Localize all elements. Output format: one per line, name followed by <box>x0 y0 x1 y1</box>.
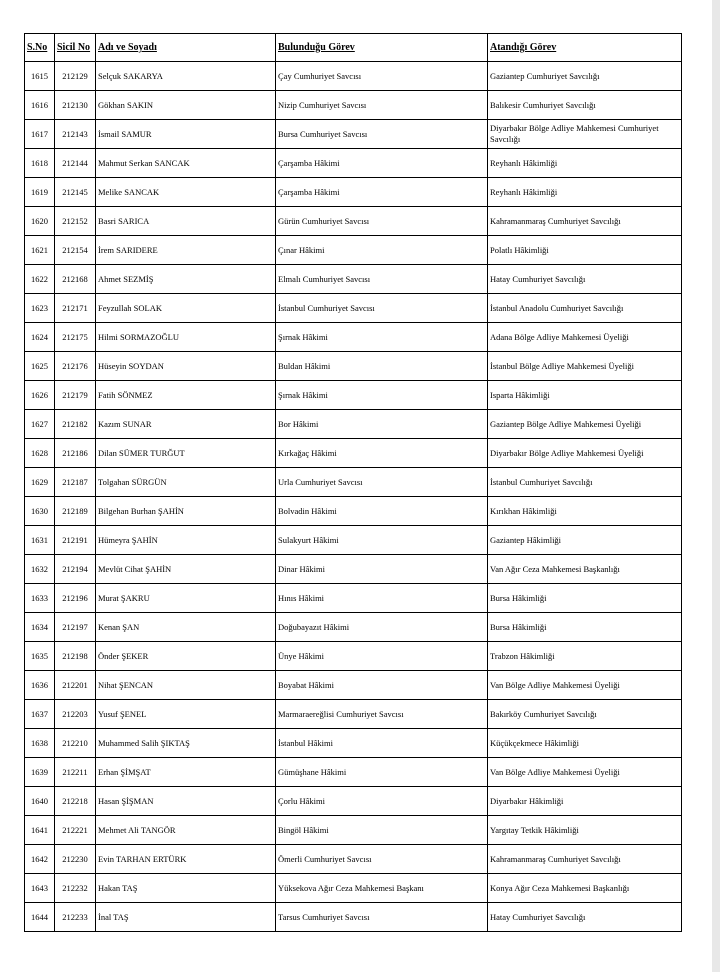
cell-sicil: 212186 <box>55 439 96 468</box>
table-row <box>25 787 682 816</box>
cell-sno: 1624 <box>25 323 55 352</box>
cell-current-post: Ünye Hâkimi <box>276 642 488 671</box>
table-row <box>25 294 682 323</box>
header-sno: S.No <box>25 34 55 62</box>
cell-name: Melike SANCAK <box>96 178 276 207</box>
cell-assigned-post: Gaziantep Hâkimliği <box>488 526 682 555</box>
cell-sicil: 212176 <box>55 352 96 381</box>
cell-sicil: 212233 <box>55 903 96 932</box>
cell-name: Yusuf ŞENEL <box>96 700 276 729</box>
cell-sicil: 212232 <box>55 874 96 903</box>
cell-sicil: 212144 <box>55 149 96 178</box>
cell-sno: 1627 <box>25 410 55 439</box>
cell-sicil: 212210 <box>55 729 96 758</box>
cell-assigned-post: Gaziantep Bölge Adliye Mahkemesi Üyeliği <box>488 410 682 439</box>
cell-current-post: Şırnak Hâkimi <box>276 381 488 410</box>
cell-current-post: Yüksekova Ağır Ceza Mahkemesi Başkanı <box>276 874 488 903</box>
cell-name: İnal TAŞ <box>96 903 276 932</box>
cell-current-post: Marmaraereğlisi Cumhuriyet Savcısı <box>276 700 488 729</box>
cell-assigned-post: Reyhanlı Hâkimliği <box>488 149 682 178</box>
cell-sicil: 212145 <box>55 178 96 207</box>
cell-name: İrem SARIDERE <box>96 236 276 265</box>
cell-sno: 1616 <box>25 91 55 120</box>
cell-sicil: 212129 <box>55 62 96 91</box>
cell-sno: 1634 <box>25 613 55 642</box>
cell-sno: 1628 <box>25 439 55 468</box>
cell-name: Feyzullah SOLAK <box>96 294 276 323</box>
scrollbar[interactable] <box>712 0 720 972</box>
cell-current-post: Çarşamba Hâkimi <box>276 178 488 207</box>
cell-sno: 1621 <box>25 236 55 265</box>
table-row <box>25 178 682 207</box>
cell-name: Nihat ŞENCAN <box>96 671 276 700</box>
cell-sno: 1637 <box>25 700 55 729</box>
cell-assigned-post: Van Bölge Adliye Mahkemesi Üyeliği <box>488 671 682 700</box>
table-row <box>25 91 682 120</box>
cell-name: Kenan ŞAN <box>96 613 276 642</box>
cell-sicil: 212203 <box>55 700 96 729</box>
cell-assigned-post: Kahramanmaraş Cumhuriyet Savcılığı <box>488 207 682 236</box>
cell-sno: 1643 <box>25 874 55 903</box>
cell-assigned-post: Adana Bölge Adliye Mahkemesi Üyeliği <box>488 323 682 352</box>
table-row <box>25 439 682 468</box>
table-row <box>25 62 682 91</box>
cell-assigned-post: İstanbul Anadolu Cumhuriyet Savcılığı <box>488 294 682 323</box>
table-row <box>25 352 682 381</box>
cell-name: Tolgahan SÜRGÜN <box>96 468 276 497</box>
cell-name: Kazım SUNAR <box>96 410 276 439</box>
cell-name: Dilan SÜMER TURĞUT <box>96 439 276 468</box>
cell-sicil: 212152 <box>55 207 96 236</box>
table-row <box>25 410 682 439</box>
cell-name: Erhan ŞİMŞAT <box>96 758 276 787</box>
cell-sno: 1630 <box>25 497 55 526</box>
cell-assigned-post: Bursa Hâkimliği <box>488 613 682 642</box>
cell-name: Evin TARHAN ERTÜRK <box>96 845 276 874</box>
cell-sno: 1617 <box>25 120 55 149</box>
cell-sicil: 212218 <box>55 787 96 816</box>
cell-sicil: 212211 <box>55 758 96 787</box>
cell-name: Hümeyra ŞAHİN <box>96 526 276 555</box>
table-row <box>25 120 682 149</box>
cell-assigned-post: Polatlı Hâkimliği <box>488 236 682 265</box>
cell-sicil: 212196 <box>55 584 96 613</box>
table-body <box>25 62 682 932</box>
header-current: Bulunduğu Görev <box>276 34 488 62</box>
cell-current-post: Şırnak Hâkimi <box>276 323 488 352</box>
cell-sno: 1629 <box>25 468 55 497</box>
cell-name: Mehmet Ali TANGÖR <box>96 816 276 845</box>
cell-sicil: 212179 <box>55 381 96 410</box>
cell-sno: 1625 <box>25 352 55 381</box>
cell-assigned-post: Isparta Hâkimliği <box>488 381 682 410</box>
table-row <box>25 236 682 265</box>
cell-assigned-post: Diyarbakır Bölge Adliye Mahkemesi Cumhuriyet Savcılığı <box>488 120 682 149</box>
table-row <box>25 700 682 729</box>
cell-sno: 1640 <box>25 787 55 816</box>
cell-sicil: 212194 <box>55 555 96 584</box>
cell-sno: 1615 <box>25 62 55 91</box>
header-sicil: Sicil No <box>55 34 96 62</box>
cell-current-post: Boyabat Hâkimi <box>276 671 488 700</box>
cell-current-post: Çarşamba Hâkimi <box>276 149 488 178</box>
header-row <box>25 34 682 62</box>
cell-sno: 1620 <box>25 207 55 236</box>
cell-sicil: 212198 <box>55 642 96 671</box>
appointments-table <box>24 33 682 932</box>
cell-current-post: İstanbul Hâkimi <box>276 729 488 758</box>
cell-name: Önder ŞEKER <box>96 642 276 671</box>
table-row <box>25 671 682 700</box>
cell-name: Hakan TAŞ <box>96 874 276 903</box>
cell-current-post: Tarsus Cumhuriyet Savcısı <box>276 903 488 932</box>
cell-current-post: Sulakyurt Hâkimi <box>276 526 488 555</box>
cell-current-post: Kırkağaç Hâkimi <box>276 439 488 468</box>
cell-sno: 1632 <box>25 555 55 584</box>
table-row <box>25 845 682 874</box>
table-row <box>25 874 682 903</box>
cell-sno: 1641 <box>25 816 55 845</box>
cell-name: Selçuk SAKARYA <box>96 62 276 91</box>
cell-assigned-post: Kahramanmaraş Cumhuriyet Savcılığı <box>488 845 682 874</box>
cell-name: Hasan ŞİŞMAN <box>96 787 276 816</box>
cell-current-post: Bolvadin Hâkimi <box>276 497 488 526</box>
cell-current-post: Dinar Hâkimi <box>276 555 488 584</box>
cell-current-post: Buldan Hâkimi <box>276 352 488 381</box>
cell-sno: 1622 <box>25 265 55 294</box>
cell-sicil: 212182 <box>55 410 96 439</box>
cell-sicil: 212130 <box>55 91 96 120</box>
table-row <box>25 729 682 758</box>
cell-sno: 1636 <box>25 671 55 700</box>
cell-current-post: Çay Cumhuriyet Savcısı <box>276 62 488 91</box>
table-row <box>25 903 682 932</box>
cell-assigned-post: Balıkesir Cumhuriyet Savcılığı <box>488 91 682 120</box>
cell-sicil: 212187 <box>55 468 96 497</box>
cell-current-post: Bor Hâkimi <box>276 410 488 439</box>
cell-name: Mahmut Serkan SANCAK <box>96 149 276 178</box>
cell-assigned-post: Hatay Cumhuriyet Savcılığı <box>488 903 682 932</box>
cell-sno: 1626 <box>25 381 55 410</box>
cell-assigned-post: Küçükçekmece Hâkimliği <box>488 729 682 758</box>
table-row <box>25 381 682 410</box>
cell-sno: 1619 <box>25 178 55 207</box>
cell-name: Ahmet SEZMİŞ <box>96 265 276 294</box>
cell-current-post: Hınıs Hâkimi <box>276 584 488 613</box>
header-name: Adı ve Soyadı <box>96 34 276 62</box>
cell-assigned-post: Van Bölge Adliye Mahkemesi Üyeliği <box>488 758 682 787</box>
cell-name: Basri SARICA <box>96 207 276 236</box>
cell-assigned-post: İstanbul Bölge Adliye Mahkemesi Üyeliği <box>488 352 682 381</box>
cell-current-post: Doğubayazıt Hâkimi <box>276 613 488 642</box>
cell-sicil: 212143 <box>55 120 96 149</box>
cell-current-post: İstanbul Cumhuriyet Savcısı <box>276 294 488 323</box>
cell-assigned-post: Reyhanlı Hâkimliği <box>488 178 682 207</box>
cell-sicil: 212168 <box>55 265 96 294</box>
cell-name: Fatih SÖNMEZ <box>96 381 276 410</box>
cell-sicil: 212197 <box>55 613 96 642</box>
cell-current-post: Çınar Hâkimi <box>276 236 488 265</box>
cell-sno: 1644 <box>25 903 55 932</box>
cell-current-post: Çorlu Hâkimi <box>276 787 488 816</box>
cell-assigned-post: Van Ağır Ceza Mahkemesi Başkanlığı <box>488 555 682 584</box>
cell-name: Mevlüt Cihat ŞAHİN <box>96 555 276 584</box>
cell-current-post: Bursa Cumhuriyet Savcısı <box>276 120 488 149</box>
cell-sicil: 212201 <box>55 671 96 700</box>
table-row <box>25 497 682 526</box>
cell-sno: 1635 <box>25 642 55 671</box>
cell-current-post: Gümüşhane Hâkimi <box>276 758 488 787</box>
cell-sno: 1631 <box>25 526 55 555</box>
cell-name: Muhammed Salih ŞIKTAŞ <box>96 729 276 758</box>
cell-sno: 1639 <box>25 758 55 787</box>
cell-name: Hüseyin SOYDAN <box>96 352 276 381</box>
table-row <box>25 149 682 178</box>
cell-name: Bilgehan Burhan ŞAHİN <box>96 497 276 526</box>
cell-sno: 1623 <box>25 294 55 323</box>
table-row <box>25 468 682 497</box>
cell-name: Gökhan SAKIN <box>96 91 276 120</box>
cell-current-post: Gürün Cumhuriyet Savcısı <box>276 207 488 236</box>
cell-assigned-post: Trabzon Hâkimliği <box>488 642 682 671</box>
cell-sicil: 212230 <box>55 845 96 874</box>
header-assigned: Atandığı Görev <box>488 34 682 62</box>
cell-current-post: Urla Cumhuriyet Savcısı <box>276 468 488 497</box>
cell-name: Murat ŞAKRU <box>96 584 276 613</box>
cell-sicil: 212221 <box>55 816 96 845</box>
cell-current-post: Ömerli Cumhuriyet Savcısı <box>276 845 488 874</box>
cell-sicil: 212171 <box>55 294 96 323</box>
table-row <box>25 265 682 294</box>
cell-assigned-post: İstanbul Cumhuriyet Savcılığı <box>488 468 682 497</box>
cell-assigned-post: Bakırköy Cumhuriyet Savcılığı <box>488 700 682 729</box>
cell-assigned-post: Bursa Hâkimliği <box>488 584 682 613</box>
cell-name: İsmail SAMUR <box>96 120 276 149</box>
cell-sicil: 212154 <box>55 236 96 265</box>
cell-current-post: Elmalı Cumhuriyet Savcısı <box>276 265 488 294</box>
table-row <box>25 555 682 584</box>
cell-sno: 1633 <box>25 584 55 613</box>
cell-assigned-post: Yargıtay Tetkik Hâkimliği <box>488 816 682 845</box>
cell-assigned-post: Diyarbakır Hâkimliği <box>488 787 682 816</box>
cell-sicil: 212189 <box>55 497 96 526</box>
table-row <box>25 526 682 555</box>
table-row <box>25 584 682 613</box>
cell-assigned-post: Gaziantep Cumhuriyet Savcılığı <box>488 62 682 91</box>
table-row <box>25 816 682 845</box>
cell-current-post: Bingöl Hâkimi <box>276 816 488 845</box>
cell-assigned-post: Kırıkhan Hâkimliği <box>488 497 682 526</box>
cell-sno: 1638 <box>25 729 55 758</box>
table-row <box>25 323 682 352</box>
cell-sicil: 212191 <box>55 526 96 555</box>
cell-assigned-post: Konya Ağır Ceza Mahkemesi Başkanlığı <box>488 874 682 903</box>
table-row <box>25 758 682 787</box>
cell-sicil: 212175 <box>55 323 96 352</box>
table-row <box>25 207 682 236</box>
table-row <box>25 642 682 671</box>
cell-current-post: Nizip Cumhuriyet Savcısı <box>276 91 488 120</box>
table-row <box>25 613 682 642</box>
cell-name: Hilmi SORMAZOĞLU <box>96 323 276 352</box>
cell-sno: 1618 <box>25 149 55 178</box>
cell-assigned-post: Diyarbakır Bölge Adliye Mahkemesi Üyeliği <box>488 439 682 468</box>
cell-assigned-post: Hatay Cumhuriyet Savcılığı <box>488 265 682 294</box>
cell-sno: 1642 <box>25 845 55 874</box>
